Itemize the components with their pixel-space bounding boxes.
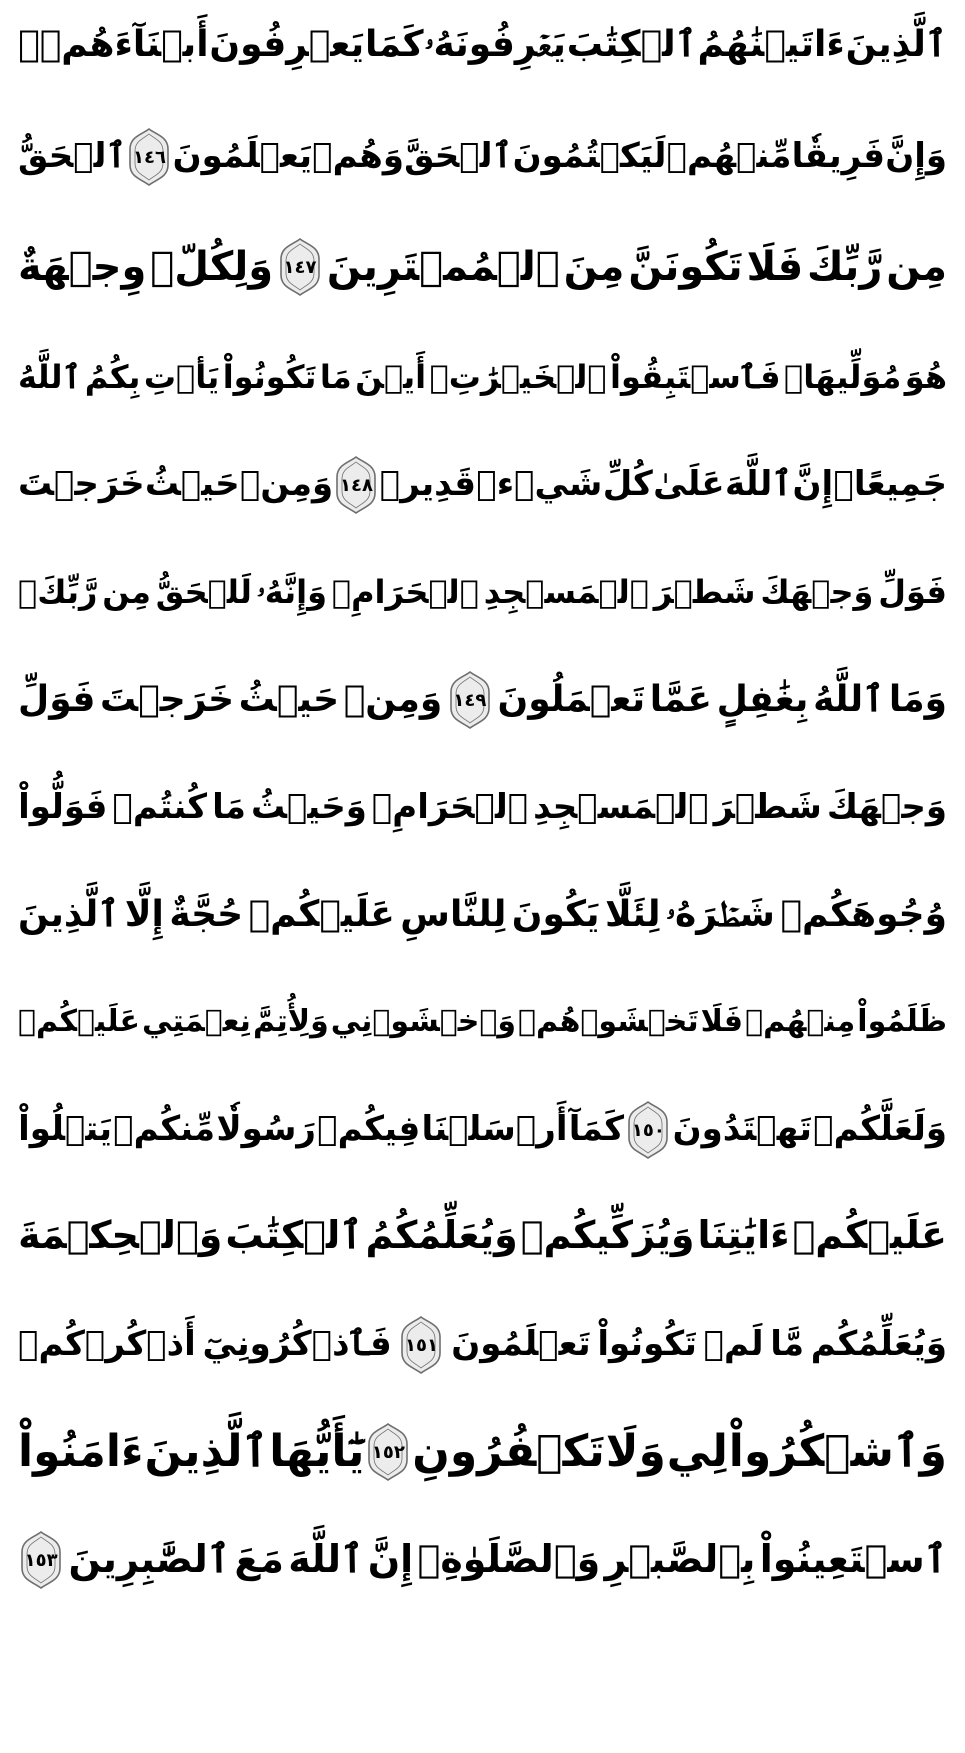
quran-word: ٱلَّذِينَ bbox=[18, 893, 120, 935]
quran-word: رَسُولٗا bbox=[216, 1109, 316, 1150]
quran-word: ٱلۡحَرَامِۚ bbox=[371, 787, 529, 828]
quran-word: كُلِّ bbox=[602, 464, 653, 505]
text-line bbox=[18, 0, 947, 99]
quran-word: يَكُونَ bbox=[511, 893, 600, 935]
quran-word: ءَايَٰتِنَا bbox=[697, 1213, 790, 1258]
quran-word: ٱللَّهَ bbox=[288, 1537, 364, 1582]
quran-word: فَوَلِّ bbox=[18, 678, 96, 720]
quran-word: حَيۡثُ bbox=[144, 464, 240, 505]
quran-word: يَعۡلَمُونَ bbox=[172, 136, 313, 177]
quran-word: وَجۡهَكَ bbox=[826, 787, 947, 828]
quran-word: وَلَعَلَّكُمۡ bbox=[813, 1109, 947, 1150]
quran-word: تَكُونَنَّ bbox=[628, 244, 743, 290]
text-line bbox=[18, 213, 947, 321]
quran-word: حُجَّةٌ bbox=[169, 893, 244, 935]
quran-word: لَيَكۡتُمُونَ bbox=[512, 136, 667, 177]
quran-word: بِٱلصَّبۡرِ bbox=[604, 1537, 756, 1582]
quran-word: ٱلَّذِينَ bbox=[845, 23, 947, 65]
quran-word: ٱلۡمَسۡجِدِ bbox=[483, 572, 649, 611]
quran-word: وَيُعَلِّمُكُم bbox=[810, 1324, 947, 1365]
quran-word: كُنتُمۡ bbox=[112, 787, 208, 828]
quran-word: حَيۡثُ bbox=[238, 678, 340, 720]
quran-word: تَخۡشَوۡهُمۡ bbox=[518, 1004, 699, 1039]
quran-word: فَٱذۡكُرُونِيٓ bbox=[202, 1324, 392, 1365]
quran-word: ءَامَنُواْ bbox=[18, 1426, 144, 1478]
quran-word: لَلۡحَقُّ bbox=[155, 572, 252, 611]
ayah-number: ١٤٩ bbox=[453, 689, 487, 711]
quran-word: أَبۡنَآءَهُمۡۖ bbox=[18, 23, 209, 65]
quran-word: ٱلۡمُمۡتَرِينَ bbox=[326, 244, 560, 290]
quran-word: شَطۡرَ bbox=[713, 787, 822, 828]
text-line bbox=[18, 103, 947, 211]
quran-word: ٱلۡخَيۡرَٰتِۚ bbox=[429, 357, 607, 396]
quran-word: لِئَلَّا bbox=[604, 893, 661, 935]
text-line bbox=[18, 861, 947, 969]
text-line bbox=[18, 646, 947, 754]
quran-word: مِنۡهُمۡ bbox=[745, 1004, 856, 1039]
quran-word: ٱللَّهُ bbox=[18, 357, 82, 396]
text-line bbox=[18, 1291, 947, 1399]
quran-word: فَوَلُّواْ bbox=[18, 787, 108, 828]
quran-word: مَا bbox=[319, 357, 352, 396]
quran-word: إِنَّ bbox=[367, 1537, 414, 1582]
text-line bbox=[18, 1182, 947, 1290]
quran-word: تَكُونُواْ bbox=[222, 357, 317, 396]
quran-word: رَّبِّكَۗ bbox=[18, 572, 98, 611]
quran-word: وُجُوهَكُمۡ bbox=[780, 893, 947, 935]
text-line bbox=[18, 1398, 947, 1506]
quran-word: وَإِنَّهُۥ bbox=[256, 572, 328, 611]
text-line bbox=[18, 538, 947, 646]
quran-word: وِجۡهَةٌ bbox=[18, 244, 147, 290]
quran-word: أَرۡسَلۡنَا bbox=[421, 1109, 568, 1150]
quran-word: ٱلۡكِتَٰبَ bbox=[225, 1213, 363, 1258]
quran-word: عَلَىٰ bbox=[653, 464, 725, 505]
quran-word: مِن bbox=[102, 572, 151, 611]
quran-word: لِي bbox=[666, 1426, 728, 1478]
ayah-number: ١٥٣ bbox=[24, 1549, 58, 1571]
text-line bbox=[18, 431, 947, 539]
quran-word: فَلَا bbox=[700, 1004, 744, 1039]
quran-word: تَهۡتَدُونَ bbox=[672, 1109, 812, 1150]
quran-word: بِكُمُ bbox=[84, 357, 141, 396]
text-line bbox=[18, 1076, 947, 1184]
quran-word: ءَاتَيۡنَٰهُمُ bbox=[697, 23, 845, 65]
text-line bbox=[18, 323, 947, 431]
quran-word: ٱلصَّٰبِرِينَ bbox=[68, 1537, 231, 1582]
ayah-number-marker bbox=[365, 1422, 411, 1482]
quran-word: فِيكُمۡ bbox=[317, 1109, 421, 1150]
quran-word: أَذۡكُرۡكُمۡ bbox=[18, 1324, 196, 1365]
quran-word: مِّنكُمۡ bbox=[113, 1109, 216, 1150]
quran-word: إِنَّ bbox=[792, 464, 834, 505]
ayah-number: ١٥٢ bbox=[371, 1441, 405, 1463]
quran-word: يَٰٓأَيُّهَا bbox=[269, 1426, 365, 1478]
quran-word: مَّا bbox=[770, 1324, 805, 1365]
quran-word: وَٱلصَّلَوٰةِۚ bbox=[417, 1537, 601, 1582]
quran-word: يَعۡرِفُونَ bbox=[209, 23, 365, 65]
ayah-number: ١٤٧ bbox=[283, 256, 317, 278]
quran-word: مِن bbox=[886, 244, 947, 290]
ayah-number-marker bbox=[398, 1315, 444, 1375]
quran-word: ٱلۡمَسۡجِدِ bbox=[533, 787, 709, 828]
quran-word: لِلنَّاسِ bbox=[400, 893, 507, 935]
quran-word: تَعۡلَمُونَ bbox=[451, 1324, 591, 1365]
ayah-number: ١٤٦ bbox=[132, 146, 166, 168]
quran-word: وَٱلۡحِكۡمَةَ bbox=[18, 1213, 223, 1258]
quran-word: ظَلَمُواْ bbox=[857, 1004, 947, 1039]
quran-word: شَيۡءٖ bbox=[476, 464, 603, 505]
quran-word: وَٱشۡكُرُواْ bbox=[728, 1426, 947, 1478]
quran-word: تَعۡمَلُونَ bbox=[497, 678, 646, 720]
quran-word: وَمِنۡ bbox=[343, 678, 443, 720]
quran-word: فَرِيقٗا bbox=[791, 136, 886, 177]
quran-word: يَعۡرِفُونَهُۥ bbox=[424, 23, 566, 65]
quran-word: ٱلۡكِتَٰبَ bbox=[566, 23, 697, 65]
ayah-number-marker bbox=[18, 1530, 64, 1590]
quran-word: نِعۡمَتِي bbox=[142, 1004, 251, 1039]
quran-word: تَكۡفُرُونِ bbox=[412, 1426, 605, 1478]
quran-word: عَلَيۡكُمۡ bbox=[248, 893, 395, 935]
ayah-number: ١٥١ bbox=[405, 1334, 438, 1356]
quran-word: خَرَجۡتَ bbox=[18, 464, 145, 505]
ayah-number-marker bbox=[126, 127, 172, 187]
quran-word: مُوَلِّيهَاۖ bbox=[784, 357, 902, 396]
quran-word: مَا bbox=[212, 787, 246, 828]
quran-word: ٱلۡحَقُّ bbox=[18, 136, 127, 177]
quran-word: وَلَا bbox=[605, 1426, 666, 1478]
text-line bbox=[18, 1506, 947, 1614]
quran-word: وَهُمۡ bbox=[312, 136, 404, 177]
quran-word: مِّنۡهُمۡ bbox=[666, 136, 792, 177]
quran-word: وَلِكُلّٖ bbox=[150, 244, 274, 290]
quran-word: جَمِيعًاۚ bbox=[833, 464, 947, 505]
text-line bbox=[18, 968, 947, 1076]
quran-word: فَٱسۡتَبِقُواْ bbox=[610, 357, 781, 396]
quran-word: عَلَيۡكُمۡ bbox=[18, 1004, 140, 1039]
quran-word: كَمَا bbox=[364, 23, 424, 65]
text-line bbox=[18, 754, 947, 862]
quran-word: ٱلۡحَقَّ bbox=[404, 136, 513, 177]
quran-word: هُوَ bbox=[904, 357, 947, 396]
quran-word: يَأۡتِ bbox=[143, 357, 220, 396]
quran-word: رَّبِّكَ bbox=[807, 244, 883, 290]
quran-word: ٱللَّهُ bbox=[813, 678, 885, 720]
quran-word: وَإِنَّ bbox=[885, 136, 947, 177]
quran-word: لَمۡ bbox=[703, 1324, 764, 1365]
quran-word: شَطۡرَ bbox=[653, 572, 756, 611]
quran-word: تَكُونُواْ bbox=[597, 1324, 697, 1365]
ayah-number-marker bbox=[447, 670, 493, 730]
quran-word: إِلَّا bbox=[124, 893, 164, 935]
quran-word: وَحَيۡثُ bbox=[250, 787, 367, 828]
quran-word: ٱللَّهَ bbox=[724, 464, 793, 505]
ayah-number-marker bbox=[277, 237, 323, 297]
ayah-number-marker bbox=[625, 1100, 671, 1160]
quran-word: وَمَا bbox=[888, 678, 947, 720]
quran-word: ٱسۡتَعِينُواْ bbox=[759, 1537, 947, 1582]
quran-word: عَمَّا bbox=[649, 678, 712, 720]
quran-word: عَلَيۡكُمۡ bbox=[792, 1213, 947, 1258]
quran-word: وَمِنۡ bbox=[239, 464, 334, 505]
quran-word: فَلَا bbox=[746, 244, 804, 290]
quran-word: بِغَٰفِلٍ bbox=[716, 678, 809, 720]
quran-word: وَيُزَكِّيكُمۡ bbox=[520, 1213, 695, 1258]
quran-word: وَلِأُتِمَّ bbox=[252, 1004, 329, 1039]
quran-word: كَمَآ bbox=[568, 1109, 625, 1150]
quran-word: مِنَ bbox=[563, 244, 625, 290]
quran-word: وَيُعَلِّمُكُمُ bbox=[365, 1213, 518, 1258]
quran-word: فَوَلِّ bbox=[878, 572, 947, 611]
quran-word: يَتۡلُواْ bbox=[18, 1109, 112, 1150]
quran-word: وَٱخۡشَوۡنِي bbox=[330, 1004, 517, 1039]
quran-word: قَدِيرٞ bbox=[379, 464, 477, 505]
ayah-number: ١٤٨ bbox=[340, 474, 373, 496]
quran-word: ٱلۡحَرَامِۖ bbox=[331, 572, 479, 611]
quran-word: شَطۡرَهُۥ bbox=[665, 893, 775, 935]
ayah-number: ١٥٠ bbox=[631, 1119, 665, 1141]
quran-word: خَرَجۡتَ bbox=[100, 678, 235, 720]
quran-word: وَجۡهَكَ bbox=[760, 572, 874, 611]
ayah-number-marker bbox=[333, 455, 379, 515]
quran-word: مَعَ bbox=[234, 1537, 284, 1582]
quran-word: أَيۡنَ bbox=[355, 357, 427, 396]
quran-word: ٱلَّذِينَ bbox=[144, 1426, 269, 1478]
